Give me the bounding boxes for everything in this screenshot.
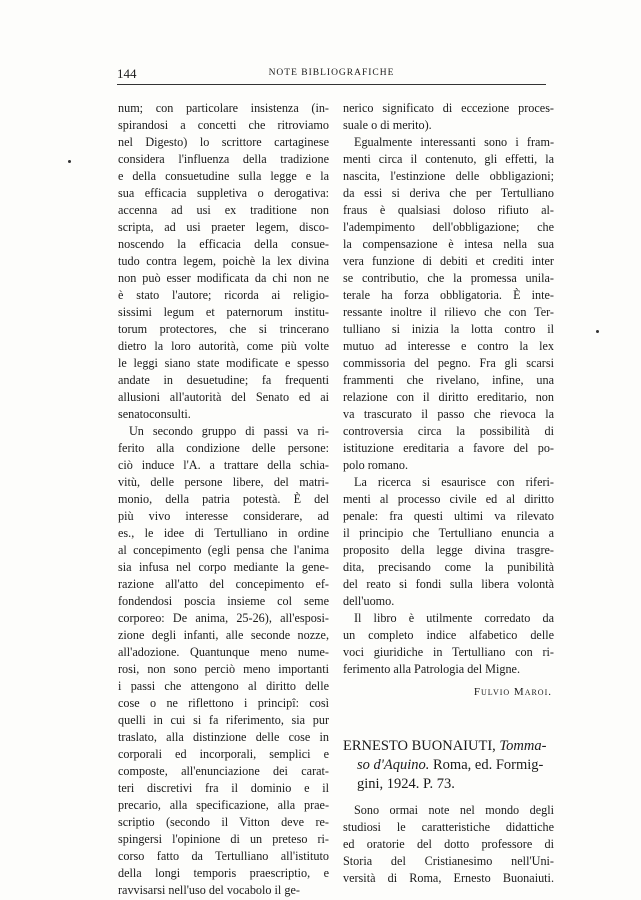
- text-line: corporeo: De anima, 25-26), all'esposi-: [118, 611, 329, 625]
- text-line: dell'uomo.: [343, 594, 395, 608]
- text-line: più vivo interesse considerare, ad: [118, 509, 329, 523]
- text-line: noscendo la efficacia della consue-: [118, 237, 329, 251]
- text-line: scripta, ad usi praeter legem, disco-: [118, 220, 329, 234]
- text-line: teri discretivi fra il dominio e il: [118, 781, 329, 795]
- text-line: all'adozione. Quantunque meno nume-: [118, 645, 329, 659]
- text-line: ressante inoltre il rilievo che con Ter-: [343, 305, 554, 319]
- text-line: terale ha forza obbligatoria. È inte-: [343, 288, 554, 302]
- margin-mark: [596, 330, 599, 333]
- text-line: spingersi l'opinione di un preteso ri-: [118, 832, 329, 846]
- author-signature: Fulvio Maroi.: [473, 686, 552, 698]
- text-line: controversia circa la possibilità di: [343, 424, 554, 438]
- text-line: traslato, alla distinzione delle cose in: [118, 730, 329, 744]
- review-heading: [343, 737, 554, 794]
- text-line: nel Digesto) lo scrittore cartaginese: [118, 135, 329, 149]
- text-line: allusioni all'autorità del Senato ed ai: [118, 390, 329, 404]
- text-line: mutuo ad interesse e contro la lex: [343, 339, 554, 353]
- text-line: precario, alla specificazione, alla prae-: [118, 798, 329, 812]
- text-line: della longi temporis praescriptio, e: [118, 866, 329, 880]
- text-line: del reato si fondi sulla libera volontà: [343, 577, 554, 591]
- text-line: proposito della legge divina trasgre-: [343, 543, 554, 557]
- text-line: spirandosi a concetti che ritroviamo: [118, 118, 329, 132]
- text-line: Storia del Cristianesimo nell'Uni-: [343, 854, 554, 868]
- text-line: ciò induce l'A. a trattare della schia-: [118, 458, 329, 472]
- text-line: fraus è qualsiasi doloso rifiuto al-: [343, 203, 554, 217]
- review-body: [343, 802, 554, 887]
- text-line: accenna ad usi ex traditione non: [118, 203, 329, 217]
- text-line: quelli in cui si fa riferimento, sia pur: [118, 713, 329, 727]
- text-line: versità di Roma, Ernesto Buonaiuti.: [343, 871, 554, 885]
- text-line: corporali ed incorporali, semplici e: [118, 747, 329, 761]
- text-line: penale: fra questi ultimi va rilevato: [343, 509, 554, 523]
- page-number: 144: [117, 66, 137, 81]
- running-head: NOTE BIBLIOGRAFICHE: [268, 68, 395, 78]
- review-author: ERNESTO BUONAIUTI,: [343, 738, 496, 754]
- text-line: dietro la loro autorità, come più volte: [118, 339, 329, 353]
- left-column: [118, 100, 329, 899]
- right-column-text: [343, 100, 554, 678]
- text-line: es., le idee di Tertulliano in ordine: [118, 526, 329, 540]
- text-line: dita, precisando come la punibilità: [343, 560, 554, 574]
- right-column: [343, 100, 554, 887]
- text-line: è stato l'autore; ricorda ai religio-: [118, 288, 329, 302]
- text-line: considera l'influenza della tradizione: [118, 152, 329, 166]
- text-line: le leggi siano state modificate e spesso: [118, 356, 329, 370]
- text-line: il principio che Tertulliano enuncia a: [343, 526, 554, 540]
- text-line: nascita, l'estinzione delle obbligazioni;: [343, 169, 554, 183]
- text-line: menti circa il contenuto, gli effetti, la: [343, 152, 554, 166]
- text-line: ed oratorie del dotto professore di: [343, 837, 554, 851]
- text-line: da essi si deriva che per Tertulliano: [343, 186, 554, 200]
- text-line: ravvisarsi nell'uso del vocabolo il ge-: [118, 883, 300, 897]
- text-line: e della consuetudine sulla legge e la: [118, 169, 329, 183]
- review-title: Tomma-: [499, 738, 547, 754]
- text-line: va trascurato il passo che rievoca la: [343, 407, 554, 421]
- text-line: vera funzione di debiti et crediti inter: [343, 254, 554, 268]
- text-line: la compensazione è intesa nella sua: [343, 237, 554, 251]
- text-line: composte, all'enunciazione dei carat-: [118, 764, 329, 778]
- text-line: La ricerca si esaurisce con riferi-: [354, 475, 554, 489]
- text-line: sissimi legum et paternorum institu-: [118, 305, 329, 319]
- review-title-cont: so d'Aquino. Roma, ed. Formig-: [357, 757, 544, 773]
- text-line: polo romano.: [343, 458, 408, 472]
- text-line: torum protectores, che si trincerano: [118, 322, 329, 336]
- text-line: vitù, delle persone libere, del matri-: [118, 475, 329, 489]
- text-line: frammenti che rivelano, infine, una: [343, 373, 554, 387]
- text-line: Sono ormai note nel mondo degli: [354, 803, 554, 817]
- text-line: nerico significato di eccezione proces-: [343, 101, 554, 115]
- text-line: al concepimento (egli pensa che l'anima: [118, 543, 329, 557]
- text-line: istituzione ereditaria a favore del po-: [343, 441, 554, 455]
- text-line: rosi, non sono perciò meno importanti: [118, 662, 329, 676]
- text-line: fondendosi poscia insieme col seme: [118, 594, 329, 608]
- text-line: sua efficacia suppletiva o derogativa:: [118, 186, 329, 200]
- text-line: zione degli infanti, alle seconde nozze,: [118, 628, 329, 642]
- margin-mark: [68, 160, 71, 163]
- text-line: andate in desuetudine; fa frequenti: [118, 373, 329, 387]
- text-line: senatoconsulti.: [118, 407, 191, 421]
- text-line: num; con particolare insistenza (in-: [118, 101, 329, 115]
- text-line: cose o ne riflettono i principî: così: [118, 696, 329, 710]
- text-line: voci giuridiche in Tertulliano con ri-: [343, 645, 554, 659]
- text-line: sia infusa nel corpo mediante la gene-: [118, 560, 329, 574]
- text-line: un completo indice alfabetico delle: [343, 628, 554, 642]
- page-header: [117, 66, 546, 85]
- text-line: razione all'atto del concepimento ef-: [118, 577, 329, 591]
- text-line: studiosi le caratteristiche didattiche: [343, 820, 554, 834]
- text-line: tudo contra legem, poichè la lex divina: [118, 254, 329, 268]
- text-line: tulliano si inizia la lotta contro il: [343, 322, 554, 336]
- text-line: Egualmente interessanti sono i fram-: [354, 135, 554, 149]
- text-line: l'adempimento dell'obbligazione; che: [343, 220, 554, 234]
- text-line: menti al processo civile ed al diritto: [343, 492, 554, 506]
- text-line: suale o di merito).: [343, 118, 432, 132]
- text-line: Un secondo gruppo di passi va ri-: [129, 424, 329, 438]
- text-line: scriptio (secondo il Vitton deve re-: [118, 815, 329, 829]
- text-line: commissoria del pegno. Fra gli scarsi: [343, 356, 554, 370]
- text-line: relazione con il diritto ereditario, non: [343, 390, 554, 404]
- text-line: ferimento alla Patrologia del Migne.: [343, 662, 521, 676]
- text-line: se contributio, che la promessa unila-: [343, 271, 554, 285]
- text-line: monio, della patria potestà. È del: [118, 492, 329, 506]
- text-line: non può esser modificata da chi non ne: [118, 271, 329, 285]
- text-line: corso fatto da Tertulliano all'istituto: [118, 849, 329, 863]
- text-line: Il libro è utilmente corredato da: [354, 611, 554, 625]
- review-pub: gini, 1924. P. 73.: [357, 776, 455, 792]
- text-line: ferito alla condizione delle persone:: [118, 441, 329, 455]
- text-line: i passi che attengono al diritto delle: [118, 679, 329, 693]
